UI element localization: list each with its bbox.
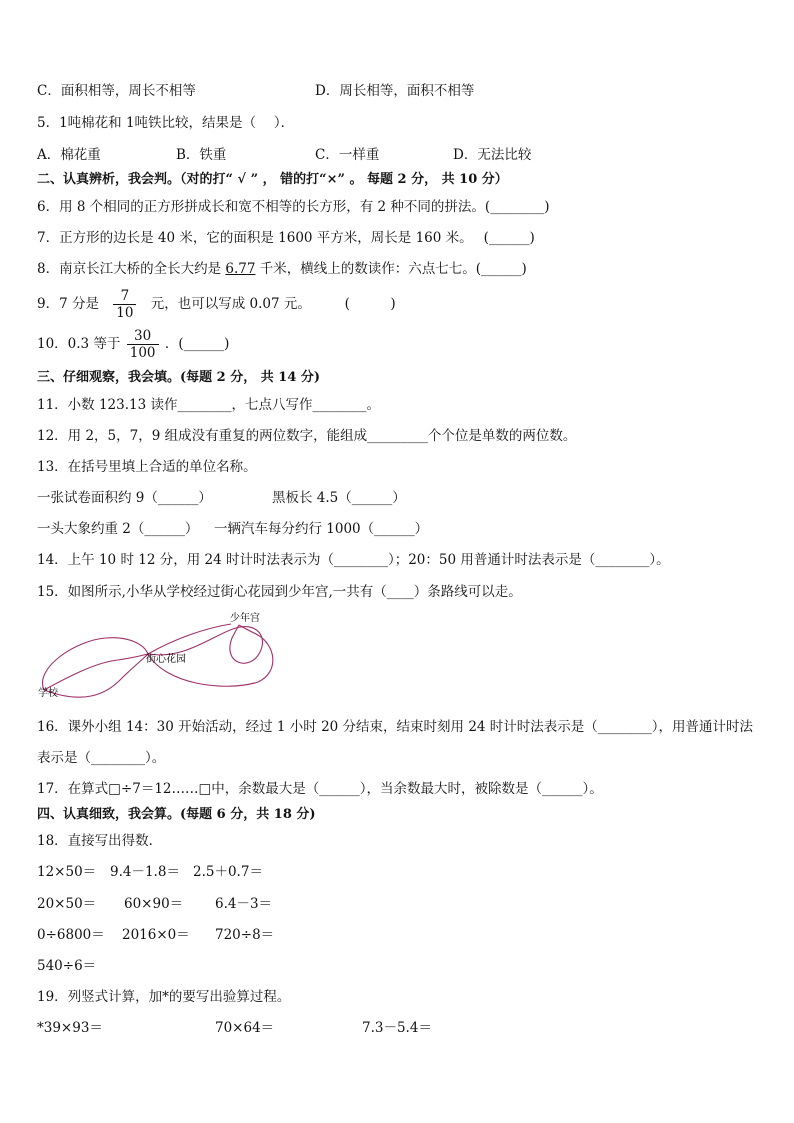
q5-option-a: A．棉花重 bbox=[37, 147, 101, 163]
question-6: 6．用 8 个相同的正方形拼成长和宽不相等的长方形，有 2 种不同的拼法。(________) bbox=[37, 199, 550, 215]
question-7: 7．正方形的边长是 40 米，它的面积是 1600 平方米，周长是 160 米。 (______) bbox=[37, 230, 535, 246]
question-19-stem: 19．列竖式计算，加*的要写出验算过程。 bbox=[37, 989, 291, 1005]
question-10 bbox=[37, 328, 229, 361]
question-11: 11．小数 123.13 读作________，七点八写作________。 bbox=[37, 397, 380, 413]
question-16-line-1: 16．课外小组 14：30 开始活动，经过 1 小时 20 分结束，结束时刻用 24 时计时法表示是（________），用普通计时法 bbox=[37, 719, 754, 735]
question-17: 17．在算式□÷7＝12……□中，余数最大是（______），当余数最大时，被除数是（______）。 bbox=[37, 781, 603, 797]
q19-item: 70×64＝ bbox=[215, 1020, 275, 1036]
q8-prefix: 8．南京长江大桥的全长大约是 bbox=[37, 261, 226, 277]
q19-item: *39×93＝ bbox=[37, 1020, 103, 1036]
section-2-heading: 二、认真辨析，我会判。（对的打“ √ ” ， 错的打“×” 。 每题 2 分， 共 10 分） bbox=[37, 172, 508, 187]
question-15: 15．如图所示,小华从学校经过街心花园到少年宫,一共有（____）条路线可以走。 bbox=[37, 584, 522, 600]
question-16-line-2: 表示是（________）。 bbox=[37, 750, 166, 766]
question-13-stem: 13．在括号里填上合适的单位名称。 bbox=[37, 459, 257, 475]
question-18-stem: 18．直接写出得数． bbox=[37, 833, 163, 849]
label-school: 学校 bbox=[38, 688, 58, 699]
q18-item: 540÷6＝ bbox=[37, 958, 97, 974]
q5-stem: 5．1吨棉花和 1吨铁比较，结果是（ ）． bbox=[37, 115, 295, 131]
q18-item: 2016×0＝ bbox=[122, 927, 190, 943]
q18-item: 60×90＝ bbox=[124, 896, 184, 912]
q10-suffix: ．(______) bbox=[164, 336, 230, 352]
q10-numerator: 30 bbox=[127, 328, 159, 345]
q19-item: 7.3－5.4＝ bbox=[362, 1020, 432, 1036]
q10-denominator: 100 bbox=[129, 345, 156, 361]
q4-option-c: C．面积相等，周长不相等 bbox=[37, 83, 196, 99]
q18-item: 2.5＋0.7＝ bbox=[193, 864, 263, 880]
q13-item-d: 一辆汽车每分约行 1000（______） bbox=[214, 521, 429, 537]
section-4-heading: 四、认真细致，我会算。(每题 6 分，共 18 分) bbox=[37, 807, 316, 822]
q4-option-d: D．周长相等，面积不相等 bbox=[315, 83, 475, 99]
q13-item-c: 一头大象约重 2（______） bbox=[37, 521, 199, 537]
label-palace: 少年宫 bbox=[230, 613, 260, 624]
q18-item: 720÷8＝ bbox=[215, 927, 275, 943]
q5-option-c: C．一样重 bbox=[315, 147, 380, 163]
q9-numerator: 7 bbox=[113, 288, 136, 305]
label-garden: 街心花园 bbox=[146, 654, 186, 665]
q10-prefix: 10．0.3 等于 bbox=[37, 336, 121, 352]
q9-suffix: 元，也可以写成 0.07 元。 ( ) bbox=[150, 296, 396, 312]
route-school-garden-2 bbox=[44, 654, 148, 690]
q5-option-d: D．无法比较 bbox=[453, 147, 532, 163]
question-14: 14．上午 10 时 12 分，用 24 时计时法表示为（________）；20：50 用普通计时法表示是（________）。 bbox=[37, 552, 670, 568]
section-3-heading: 三、仔细观察，我会填。(每题 2 分， 共 14 分) bbox=[37, 370, 321, 385]
question-12: 12．用 2，5，7，9 组成没有重复的两位数字，能组成_________个个位是单数的两位数。 bbox=[37, 428, 577, 444]
question-8 bbox=[37, 260, 527, 278]
question-9 bbox=[37, 288, 396, 321]
q18-item: 0÷6800＝ bbox=[37, 927, 105, 943]
q18-item: 20×50＝ bbox=[37, 896, 97, 912]
q5-option-b: B．铁重 bbox=[176, 147, 227, 163]
route-diagram bbox=[36, 610, 276, 705]
q9-fraction bbox=[113, 288, 136, 321]
q9-denominator: 10 bbox=[116, 305, 134, 321]
q10-fraction bbox=[127, 328, 159, 361]
q18-item: 12×50＝ bbox=[37, 864, 97, 880]
q13-item-b: 黑板长 4.5（______） bbox=[272, 490, 406, 506]
q18-item: 9.4－1.8＝ bbox=[110, 864, 180, 880]
q8-underlined-number: 6.77 bbox=[225, 261, 256, 277]
q8-suffix: 千米，横线上的数读作：六点七七。(______) bbox=[255, 261, 527, 277]
route-school-garden-3 bbox=[44, 654, 148, 697]
q9-prefix: 9．7 分是 bbox=[37, 296, 99, 312]
q18-item: 6.4－3＝ bbox=[215, 896, 273, 912]
q13-item-a: 一张试卷面积约 9（______） bbox=[37, 490, 212, 506]
